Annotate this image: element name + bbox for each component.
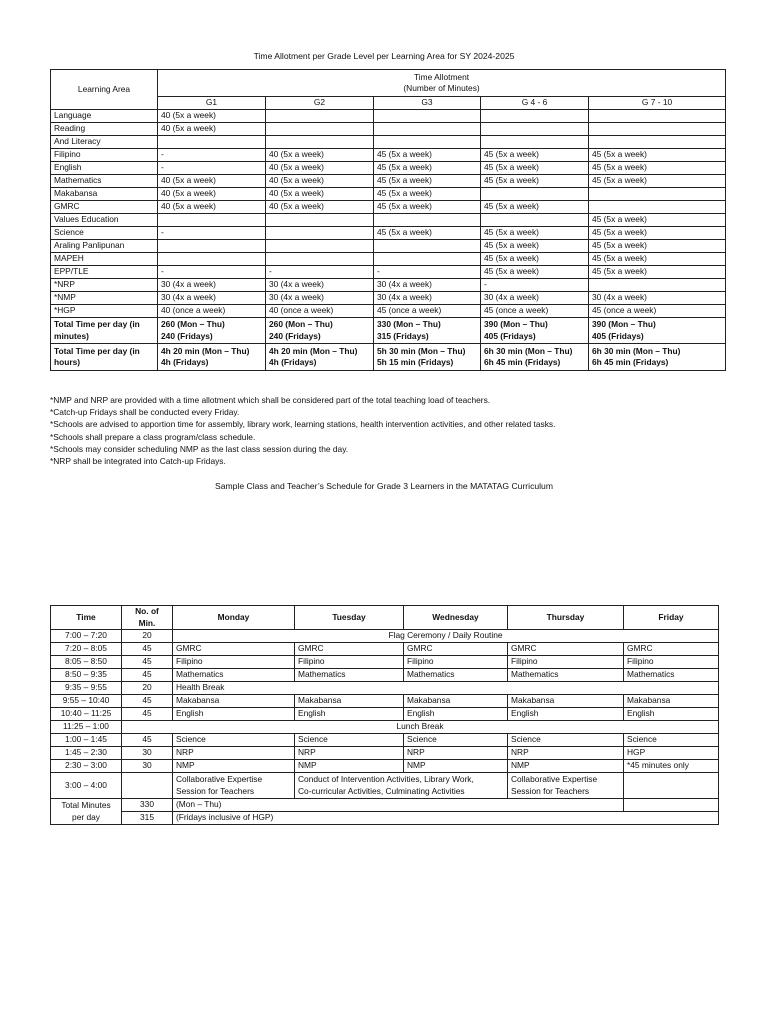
learning-area-name: Reading bbox=[51, 123, 158, 136]
subject-cell: Makabansa bbox=[404, 695, 508, 708]
minutes-cell: 45 bbox=[122, 695, 173, 708]
time-cell: 9:55 – 10:40 bbox=[51, 695, 122, 708]
allotment-cell bbox=[481, 188, 589, 201]
total-hours-label: Total Time per day (in hours) bbox=[51, 344, 158, 371]
subject-cell: NRP bbox=[295, 747, 404, 760]
allotment-cell: 45 (5x a week) bbox=[374, 188, 481, 201]
allotment-cell bbox=[589, 279, 726, 292]
subject-cell: English bbox=[404, 708, 508, 721]
learning-area-row bbox=[51, 214, 726, 227]
allotment-cell: 45 (5x a week) bbox=[589, 149, 726, 162]
allotment-cell: 45 (5x a week) bbox=[481, 201, 589, 214]
collab-session-thursday: Collaborative Expertise Session for Teachers bbox=[508, 773, 624, 799]
learning-area-name: EPP/TLE bbox=[51, 266, 158, 279]
allotment-cell bbox=[266, 123, 374, 136]
allotment-cell: 45 (5x a week) bbox=[374, 162, 481, 175]
table1-title: Time Allotment per Grade Level per Learning Area for SY 2024-2025 bbox=[253, 51, 515, 61]
total-minutes-cell: 260 (Mon – Thu) 240 (Fridays) bbox=[266, 318, 374, 344]
allotment-cell: 45 (5x a week) bbox=[481, 266, 589, 279]
allotment-cell: 40 (5x a week) bbox=[158, 188, 266, 201]
time-cell: 7:20 – 8:05 bbox=[51, 643, 122, 656]
allotment-cell: 30 (4x a week) bbox=[266, 292, 374, 305]
header-tuesday: Tuesday bbox=[295, 606, 404, 630]
header-grade: G1 bbox=[158, 97, 266, 110]
allotment-cell bbox=[374, 253, 481, 266]
note: *Catch-up Fridays shall be conducted every Friday. bbox=[50, 407, 240, 418]
total-minutes-label: Total Minutes per day bbox=[51, 799, 122, 825]
learning-area-row bbox=[51, 227, 726, 240]
allotment-cell: 45 (5x a week) bbox=[374, 227, 481, 240]
total-hours-cell: 6h 30 min (Mon – Thu) 6h 45 min (Fridays) bbox=[481, 344, 589, 371]
total-minutes-cell: 390 (Mon – Thu) 405 (Fridays) bbox=[481, 318, 589, 344]
subject-cell: GMRC bbox=[173, 643, 295, 656]
learning-area-row bbox=[51, 266, 726, 279]
total-minutes-cell: 260 (Mon – Thu) 240 (Fridays) bbox=[158, 318, 266, 344]
header-grade: G3 bbox=[374, 97, 481, 110]
learning-area-name: And Literacy bbox=[51, 136, 158, 149]
lunch-break-cell: Lunch Break bbox=[122, 721, 719, 734]
learning-area-row bbox=[51, 188, 726, 201]
allotment-cell bbox=[374, 110, 481, 123]
learning-area-row bbox=[51, 279, 726, 292]
total-hours-cell: 4h 20 min (Mon – Thu) 4h (Fridays) bbox=[266, 344, 374, 371]
note: *Schools shall prepare a class program/class schedule. bbox=[50, 431, 256, 442]
subject-cell: Filipino bbox=[508, 656, 624, 669]
allotment-cell bbox=[158, 240, 266, 253]
allotment-cell: 40 (5x a week) bbox=[266, 162, 374, 175]
learning-area-name: *NMP bbox=[51, 292, 158, 305]
header-minutes: No. of Min. bbox=[122, 606, 173, 630]
time-cell: 9:35 – 9:55 bbox=[51, 682, 122, 695]
allotment-cell: 30 (4x a week) bbox=[374, 292, 481, 305]
allotment-cell: 30 (4x a week) bbox=[158, 292, 266, 305]
time-cell: 2:30 – 3:00 bbox=[51, 760, 122, 773]
subject-cell: Filipino bbox=[295, 656, 404, 669]
learning-area-row bbox=[51, 162, 726, 175]
minutes-cell: 45 bbox=[122, 669, 173, 682]
total-minutes-cell: 390 (Mon – Thu) 405 (Fridays) bbox=[589, 318, 726, 344]
collab-session-monday: Collaborative Expertise Session for Teachers bbox=[173, 773, 295, 799]
time-allotment-table bbox=[50, 69, 726, 371]
subject-cell: Filipino bbox=[624, 656, 719, 669]
allotment-cell bbox=[589, 188, 726, 201]
subject-cell: GMRC bbox=[624, 643, 719, 656]
allotment-cell: 45 (5x a week) bbox=[481, 149, 589, 162]
allotment-cell bbox=[481, 214, 589, 227]
allotment-cell bbox=[158, 214, 266, 227]
learning-area-name: Science bbox=[51, 227, 158, 240]
subject-cell: Mathematics bbox=[404, 669, 508, 682]
learning-area-row bbox=[51, 201, 726, 214]
header-time-allotment: Time Allotment (Number of Minutes) bbox=[158, 70, 726, 97]
allotment-cell bbox=[374, 240, 481, 253]
subject-cell: NMP bbox=[173, 760, 295, 773]
header-thursday: Thursday bbox=[508, 606, 624, 630]
header-monday: Monday bbox=[173, 606, 295, 630]
allotment-cell: 40 (5x a week) bbox=[158, 110, 266, 123]
subject-cell: Mathematics bbox=[173, 669, 295, 682]
learning-area-name: GMRC bbox=[51, 201, 158, 214]
minutes-cell: 45 bbox=[122, 734, 173, 747]
time-cell: 1:00 – 1:45 bbox=[51, 734, 122, 747]
friday-empty-cell bbox=[624, 773, 719, 799]
subject-cell: GMRC bbox=[295, 643, 404, 656]
total-note: (Mon – Thu) bbox=[173, 799, 624, 812]
allotment-cell bbox=[266, 136, 374, 149]
subject-cell: Makabansa bbox=[295, 695, 404, 708]
allotment-cell bbox=[589, 123, 726, 136]
note: *NMP and NRP are provided with a time allotment which shall be considered part of the total teaching load of teachers. bbox=[50, 395, 491, 405]
time-cell: 8:50 – 9:35 bbox=[51, 669, 122, 682]
allotment-cell: 45 (5x a week) bbox=[481, 240, 589, 253]
allotment-cell: - bbox=[481, 279, 589, 292]
allotment-cell bbox=[589, 201, 726, 214]
learning-area-row bbox=[51, 136, 726, 149]
time-cell: 11:25 – 1:00 bbox=[51, 721, 122, 734]
allotment-cell: 45 (5x a week) bbox=[589, 240, 726, 253]
subject-cell: Science bbox=[404, 734, 508, 747]
allotment-cell: 40 (5x a week) bbox=[158, 175, 266, 188]
subject-cell: English bbox=[173, 708, 295, 721]
subject-cell: Filipino bbox=[173, 656, 295, 669]
minutes-cell: 20 bbox=[122, 682, 173, 695]
learning-area-name: *HGP bbox=[51, 305, 158, 318]
allotment-cell: - bbox=[266, 266, 374, 279]
header-learning-area: Learning Area bbox=[51, 70, 158, 110]
time-cell: 7:00 – 7:20 bbox=[51, 630, 122, 643]
allotment-cell bbox=[266, 214, 374, 227]
learning-area-row bbox=[51, 292, 726, 305]
allotment-cell bbox=[374, 136, 481, 149]
allotment-cell: 45 (once a week) bbox=[374, 305, 481, 318]
subject-cell: Makabansa bbox=[508, 695, 624, 708]
time-cell: 10:40 – 11:25 bbox=[51, 708, 122, 721]
subject-cell: NMP bbox=[295, 760, 404, 773]
header-grade: G 7 - 10 bbox=[589, 97, 726, 110]
learning-area-name: Araling Panlipunan bbox=[51, 240, 158, 253]
learning-area-name: *NRP bbox=[51, 279, 158, 292]
allotment-cell bbox=[158, 136, 266, 149]
allotment-cell: 40 (5x a week) bbox=[266, 201, 374, 214]
learning-area-name: Language bbox=[51, 110, 158, 123]
subject-cell: Filipino bbox=[404, 656, 508, 669]
learning-area-row bbox=[51, 253, 726, 266]
header-grade: G 4 - 6 bbox=[481, 97, 589, 110]
subject-cell: Mathematics bbox=[295, 669, 404, 682]
total-hours-cell: 6h 30 min (Mon – Thu) 6h 45 min (Fridays) bbox=[589, 344, 726, 371]
learning-area-row bbox=[51, 110, 726, 123]
allotment-cell bbox=[589, 110, 726, 123]
minutes-cell: 45 bbox=[122, 656, 173, 669]
minutes-cell: 30 bbox=[122, 747, 173, 760]
allotment-cell: 30 (4x a week) bbox=[589, 292, 726, 305]
subject-cell: Science bbox=[295, 734, 404, 747]
subject-cell: English bbox=[508, 708, 624, 721]
allotment-cell: 45 (once a week) bbox=[589, 305, 726, 318]
allotment-cell bbox=[589, 136, 726, 149]
allotment-cell: 45 (5x a week) bbox=[589, 227, 726, 240]
allotment-cell: 40 (5x a week) bbox=[158, 123, 266, 136]
header-wednesday: Wednesday bbox=[404, 606, 508, 630]
subject-cell: GMRC bbox=[508, 643, 624, 656]
notes bbox=[50, 394, 555, 467]
allotment-cell: 45 (5x a week) bbox=[589, 175, 726, 188]
subject-cell: Makabansa bbox=[624, 695, 719, 708]
allotment-cell: 45 (once a week) bbox=[481, 305, 589, 318]
allotment-cell bbox=[266, 110, 374, 123]
minutes-cell bbox=[122, 773, 173, 799]
allotment-cell: 40 (once a week) bbox=[266, 305, 374, 318]
allotment-cell: - bbox=[158, 266, 266, 279]
minutes-cell: 30 bbox=[122, 760, 173, 773]
health-break-cell: Health Break bbox=[173, 682, 719, 695]
subject-cell: *45 minutes only bbox=[624, 760, 719, 773]
intervention-activities-cell: Conduct of Intervention Activities, Library Work, Co-curricular Activities, Culminating Activities bbox=[295, 773, 508, 799]
learning-area-row bbox=[51, 123, 726, 136]
subject-cell: HGP bbox=[624, 747, 719, 760]
allotment-cell: 30 (4x a week) bbox=[266, 279, 374, 292]
allotment-cell: - bbox=[158, 227, 266, 240]
allotment-cell bbox=[158, 253, 266, 266]
allotment-cell: - bbox=[374, 266, 481, 279]
flag-ceremony-cell: Flag Ceremony / Daily Routine bbox=[173, 630, 719, 643]
allotment-cell bbox=[481, 136, 589, 149]
allotment-rows bbox=[51, 110, 726, 318]
learning-area-name: MAPEH bbox=[51, 253, 158, 266]
allotment-cell: 40 (5x a week) bbox=[266, 188, 374, 201]
allotment-cell bbox=[374, 123, 481, 136]
header-friday: Friday bbox=[624, 606, 719, 630]
learning-area-row bbox=[51, 305, 726, 318]
subject-cell: Mathematics bbox=[624, 669, 719, 682]
subject-cell: Science bbox=[624, 734, 719, 747]
note: *Schools are advised to apportion time for assembly, library work, learning stations, health intervention activities, and other related tasks. bbox=[50, 419, 556, 430]
allotment-cell: 45 (5x a week) bbox=[481, 175, 589, 188]
allotment-cell: 30 (4x a week) bbox=[481, 292, 589, 305]
allotment-cell: 45 (5x a week) bbox=[589, 253, 726, 266]
learning-area-row bbox=[51, 149, 726, 162]
allotment-cell: 45 (5x a week) bbox=[589, 214, 726, 227]
note: *NRP shall be integrated into Catch-up Fridays. bbox=[50, 456, 226, 467]
subject-cell: NMP bbox=[508, 760, 624, 773]
header-grade: G2 bbox=[266, 97, 374, 110]
subject-cell: Mathematics bbox=[508, 669, 624, 682]
total-hours-cell: 4h 20 min (Mon – Thu) 4h (Fridays) bbox=[158, 344, 266, 371]
total-note: (Fridays inclusive of HGP) bbox=[173, 812, 719, 825]
allotment-cell: 40 (5x a week) bbox=[158, 201, 266, 214]
friday-empty-cell bbox=[624, 799, 719, 812]
time-cell: 3:00 – 4:00 bbox=[51, 773, 122, 799]
total-hours-cell: 5h 30 min (Mon – Thu) 5h 15 min (Fridays) bbox=[374, 344, 481, 371]
allotment-cell: 40 (once a week) bbox=[158, 305, 266, 318]
subject-cell: Makabansa bbox=[173, 695, 295, 708]
allotment-cell: - bbox=[158, 162, 266, 175]
allotment-cell bbox=[266, 227, 374, 240]
allotment-cell: 45 (5x a week) bbox=[481, 227, 589, 240]
minutes-cell: 20 bbox=[122, 630, 173, 643]
total-minutes-value: 315 bbox=[122, 812, 173, 825]
subject-cell: NMP bbox=[404, 760, 508, 773]
allotment-cell: 45 (5x a week) bbox=[481, 253, 589, 266]
note: *Schools may consider scheduling NMP as the last class session during the day. bbox=[50, 443, 349, 454]
allotment-cell: - bbox=[158, 149, 266, 162]
subject-cell: Science bbox=[508, 734, 624, 747]
allotment-cell bbox=[481, 123, 589, 136]
class-schedule-table bbox=[50, 605, 719, 825]
allotment-cell: 40 (5x a week) bbox=[266, 149, 374, 162]
subject-cell: Science bbox=[173, 734, 295, 747]
subject-cell: NRP bbox=[508, 747, 624, 760]
allotment-cell: 45 (5x a week) bbox=[589, 266, 726, 279]
allotment-cell: 45 (5x a week) bbox=[589, 162, 726, 175]
time-cell: 8:05 – 8:50 bbox=[51, 656, 122, 669]
subject-cell: NRP bbox=[404, 747, 508, 760]
allotment-cell: 30 (4x a week) bbox=[374, 279, 481, 292]
learning-area-name: Filipino bbox=[51, 149, 158, 162]
learning-area-name: English bbox=[51, 162, 158, 175]
learning-area-name: Makabansa bbox=[51, 188, 158, 201]
allotment-cell: 45 (5x a week) bbox=[481, 162, 589, 175]
learning-area-name: Values Education bbox=[51, 214, 158, 227]
allotment-cell: 30 (4x a week) bbox=[158, 279, 266, 292]
minutes-cell: 45 bbox=[122, 643, 173, 656]
time-cell: 1:45 – 2:30 bbox=[51, 747, 122, 760]
subject-cell: NRP bbox=[173, 747, 295, 760]
learning-area-name: Mathematics bbox=[51, 175, 158, 188]
table2-title: Sample Class and Teacher’s Schedule for Grade 3 Learners in the MATATAG Curriculum bbox=[214, 481, 553, 491]
subject-cell: English bbox=[624, 708, 719, 721]
allotment-cell: 45 (5x a week) bbox=[374, 201, 481, 214]
subject-cell: GMRC bbox=[404, 643, 508, 656]
minutes-cell: 45 bbox=[122, 708, 173, 721]
allotment-cell bbox=[266, 240, 374, 253]
allotment-cell bbox=[266, 253, 374, 266]
allotment-cell bbox=[481, 110, 589, 123]
total-minutes-label: Total Time per day (in minutes) bbox=[51, 318, 158, 344]
total-minutes-cell: 330 (Mon – Thu) 315 (Fridays) bbox=[374, 318, 481, 344]
allotment-cell bbox=[374, 214, 481, 227]
allotment-cell: 40 (5x a week) bbox=[266, 175, 374, 188]
total-minutes-value: 330 bbox=[122, 799, 173, 812]
allotment-cell: 45 (5x a week) bbox=[374, 175, 481, 188]
allotment-cell: 45 (5x a week) bbox=[374, 149, 481, 162]
header-time: Time bbox=[51, 606, 122, 630]
learning-area-row bbox=[51, 175, 726, 188]
subject-cell: English bbox=[295, 708, 404, 721]
learning-area-row bbox=[51, 240, 726, 253]
